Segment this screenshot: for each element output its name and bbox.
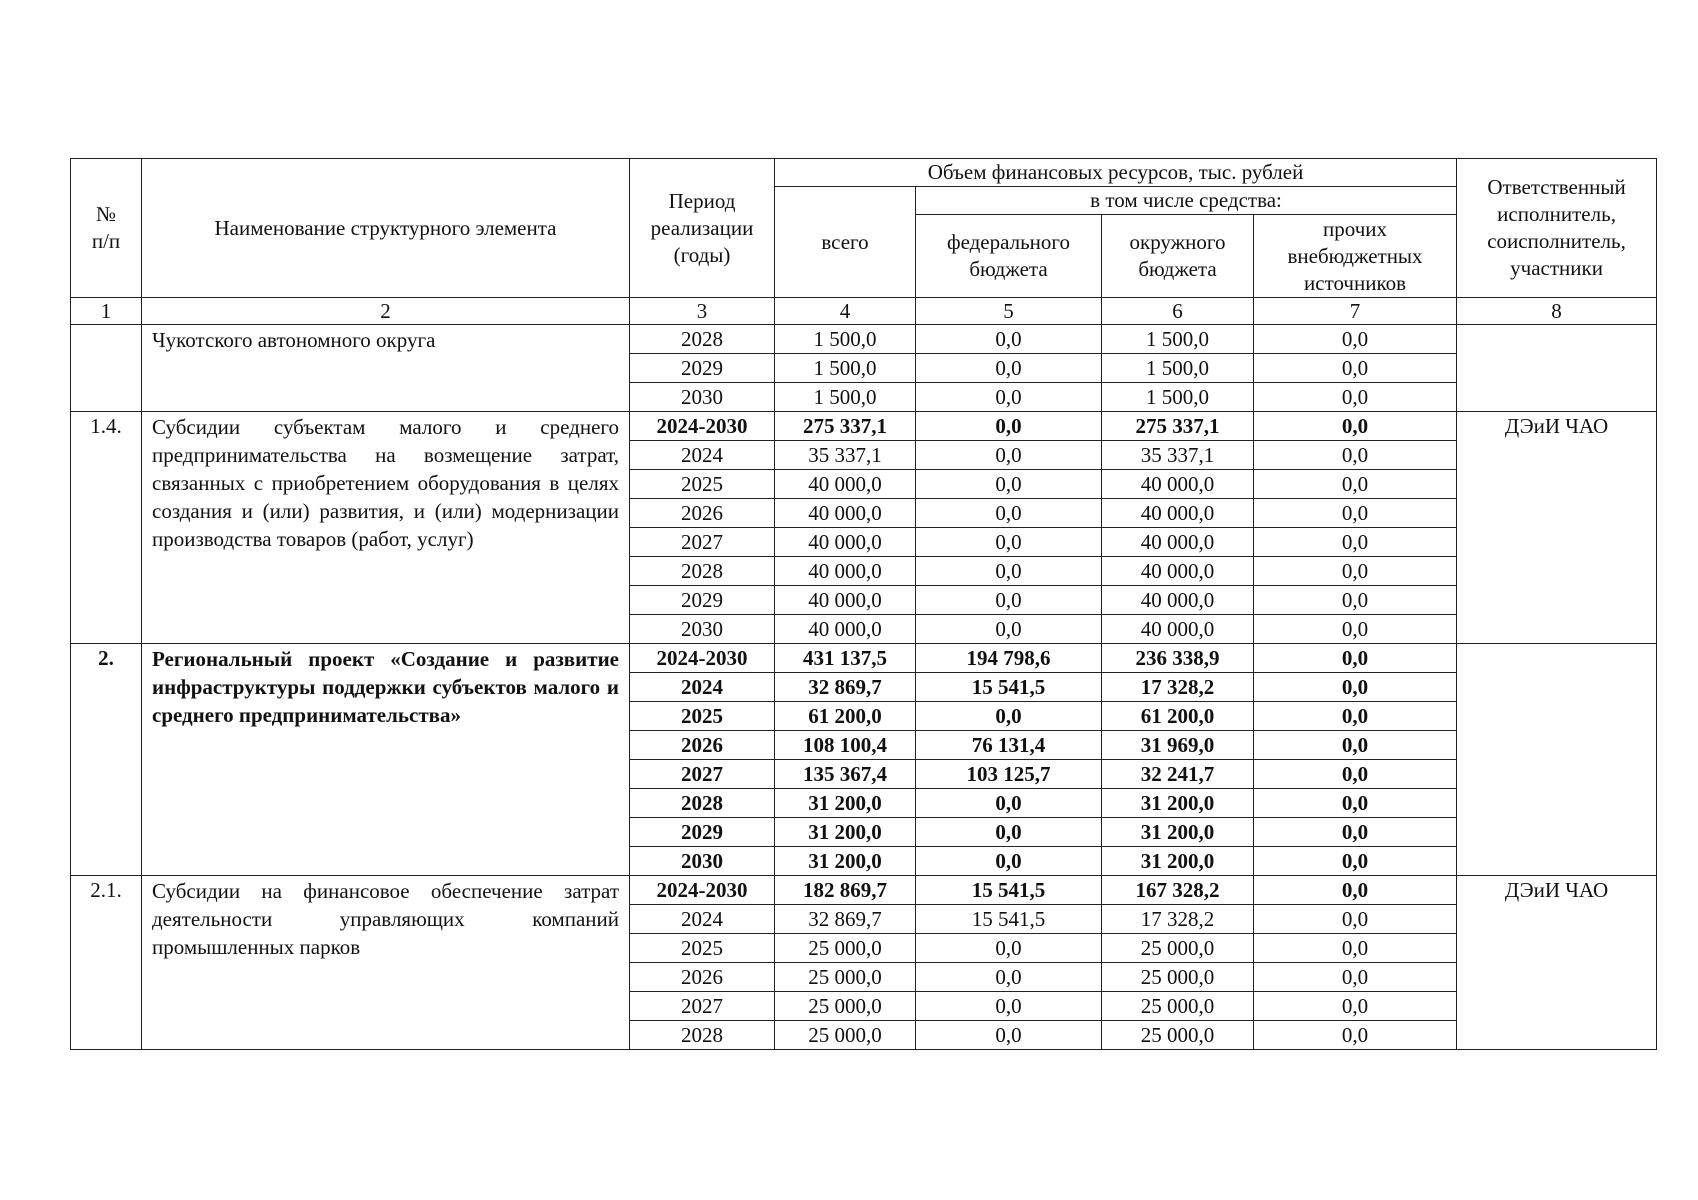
federal-cell: 0,0 — [916, 586, 1102, 615]
header-federal: федерального бюджета — [916, 215, 1102, 298]
other-cell: 0,0 — [1254, 789, 1457, 818]
element-name: Региональный проект «Создание и развитие инфраструктуры поддержки субъектов малого и среднего предпринимательства» — [142, 644, 630, 876]
other-cell: 0,0 — [1254, 1021, 1457, 1050]
other-cell: 0,0 — [1254, 644, 1457, 673]
other-cell: 0,0 — [1254, 383, 1457, 412]
period-cell: 2024 — [630, 673, 775, 702]
other-cell: 0,0 — [1254, 557, 1457, 586]
regional-cell: 31 969,0 — [1102, 731, 1254, 760]
period-cell: 2027 — [630, 760, 775, 789]
regional-cell: 40 000,0 — [1102, 557, 1254, 586]
regional-cell: 40 000,0 — [1102, 470, 1254, 499]
regional-cell: 40 000,0 — [1102, 528, 1254, 557]
total-cell: 1 500,0 — [775, 354, 916, 383]
col-index: 2 — [142, 298, 630, 325]
period-cell: 2030 — [630, 383, 775, 412]
regional-cell: 32 241,7 — [1102, 760, 1254, 789]
executor-cell: ДЭиИ ЧАО — [1457, 412, 1657, 644]
header-incl: в том числе средства: — [916, 187, 1457, 215]
other-cell: 0,0 — [1254, 818, 1457, 847]
federal-cell: 0,0 — [916, 470, 1102, 499]
regional-cell: 31 200,0 — [1102, 847, 1254, 876]
col-index: 4 — [775, 298, 916, 325]
period-cell: 2029 — [630, 354, 775, 383]
table-body — [71, 298, 1657, 1050]
period-cell: 2028 — [630, 789, 775, 818]
executor-cell: ДЭиИ ЧАО — [1457, 876, 1657, 1050]
period-cell: 2024-2030 — [630, 412, 775, 441]
federal-cell: 0,0 — [916, 499, 1102, 528]
col-index: 8 — [1457, 298, 1657, 325]
regional-cell: 40 000,0 — [1102, 615, 1254, 644]
table-row — [71, 325, 1657, 354]
total-cell: 108 100,4 — [775, 731, 916, 760]
header-volume: Объем финансовых ресурсов, тыс. рублей — [775, 159, 1457, 187]
other-cell: 0,0 — [1254, 441, 1457, 470]
period-cell: 2028 — [630, 1021, 775, 1050]
other-cell: 0,0 — [1254, 760, 1457, 789]
col-index: 7 — [1254, 298, 1457, 325]
other-cell: 0,0 — [1254, 499, 1457, 528]
executor-cell — [1457, 325, 1657, 412]
total-cell: 1 500,0 — [775, 383, 916, 412]
header-period: Период реализации (годы) — [630, 159, 775, 298]
period-cell: 2024-2030 — [630, 876, 775, 905]
other-cell: 0,0 — [1254, 731, 1457, 760]
total-cell: 35 337,1 — [775, 441, 916, 470]
total-cell: 31 200,0 — [775, 847, 916, 876]
period-cell: 2025 — [630, 702, 775, 731]
total-cell: 32 869,7 — [775, 905, 916, 934]
federal-cell: 0,0 — [916, 1021, 1102, 1050]
total-cell: 40 000,0 — [775, 470, 916, 499]
total-cell: 40 000,0 — [775, 557, 916, 586]
federal-cell: 15 541,5 — [916, 673, 1102, 702]
regional-cell: 275 337,1 — [1102, 412, 1254, 441]
other-cell: 0,0 — [1254, 412, 1457, 441]
federal-cell: 76 131,4 — [916, 731, 1102, 760]
period-cell: 2024-2030 — [630, 644, 775, 673]
header-other: прочих внебюджетных источников — [1254, 215, 1457, 298]
federal-cell: 0,0 — [916, 325, 1102, 354]
federal-cell: 15 541,5 — [916, 905, 1102, 934]
federal-cell: 194 798,6 — [916, 644, 1102, 673]
regional-cell: 1 500,0 — [1102, 354, 1254, 383]
federal-cell: 0,0 — [916, 992, 1102, 1021]
regional-cell: 40 000,0 — [1102, 586, 1254, 615]
element-name: Субсидии на финансовое обеспечение затрат деятельности управляющих компаний промышленных парков — [142, 876, 630, 1050]
total-cell: 25 000,0 — [775, 1021, 916, 1050]
row-number: 2.1. — [71, 876, 142, 1050]
period-cell: 2025 — [630, 934, 775, 963]
federal-cell: 0,0 — [916, 934, 1102, 963]
federal-cell: 0,0 — [916, 615, 1102, 644]
other-cell: 0,0 — [1254, 470, 1457, 499]
header-executor: Ответственный исполнитель, соисполнитель, участники — [1457, 159, 1657, 298]
regional-cell: 31 200,0 — [1102, 818, 1254, 847]
other-cell: 0,0 — [1254, 615, 1457, 644]
header-total: всего — [775, 187, 916, 298]
col-index: 3 — [630, 298, 775, 325]
federal-cell: 0,0 — [916, 441, 1102, 470]
header-name: Наименование структурного элемента — [142, 159, 630, 298]
total-cell: 25 000,0 — [775, 992, 916, 1021]
regional-cell: 167 328,2 — [1102, 876, 1254, 905]
table-header — [71, 159, 1657, 298]
other-cell: 0,0 — [1254, 934, 1457, 963]
period-cell: 2024 — [630, 905, 775, 934]
total-cell: 40 000,0 — [775, 499, 916, 528]
federal-cell: 0,0 — [916, 818, 1102, 847]
period-cell: 2026 — [630, 499, 775, 528]
total-cell: 135 367,4 — [775, 760, 916, 789]
total-cell: 40 000,0 — [775, 615, 916, 644]
federal-cell: 15 541,5 — [916, 876, 1102, 905]
regional-cell: 61 200,0 — [1102, 702, 1254, 731]
total-cell: 275 337,1 — [775, 412, 916, 441]
header-num: № п/п — [71, 159, 142, 298]
financing-table — [70, 158, 1657, 1050]
table-row — [71, 876, 1657, 905]
regional-cell: 35 337,1 — [1102, 441, 1254, 470]
other-cell: 0,0 — [1254, 325, 1457, 354]
other-cell: 0,0 — [1254, 354, 1457, 383]
federal-cell: 0,0 — [916, 963, 1102, 992]
period-cell: 2026 — [630, 963, 775, 992]
federal-cell: 103 125,7 — [916, 760, 1102, 789]
other-cell: 0,0 — [1254, 963, 1457, 992]
federal-cell: 0,0 — [916, 354, 1102, 383]
federal-cell: 0,0 — [916, 702, 1102, 731]
total-cell: 431 137,5 — [775, 644, 916, 673]
regional-cell: 25 000,0 — [1102, 992, 1254, 1021]
executor-cell — [1457, 644, 1657, 876]
period-cell: 2026 — [630, 731, 775, 760]
total-cell: 25 000,0 — [775, 934, 916, 963]
period-cell: 2030 — [630, 847, 775, 876]
regional-cell: 31 200,0 — [1102, 789, 1254, 818]
regional-cell: 1 500,0 — [1102, 383, 1254, 412]
other-cell: 0,0 — [1254, 905, 1457, 934]
federal-cell: 0,0 — [916, 557, 1102, 586]
regional-cell: 17 328,2 — [1102, 905, 1254, 934]
col-index: 5 — [916, 298, 1102, 325]
regional-cell: 1 500,0 — [1102, 325, 1254, 354]
other-cell: 0,0 — [1254, 586, 1457, 615]
total-cell: 182 869,7 — [775, 876, 916, 905]
total-cell: 25 000,0 — [775, 963, 916, 992]
period-cell: 2029 — [630, 586, 775, 615]
period-cell: 2027 — [630, 528, 775, 557]
regional-cell: 236 338,9 — [1102, 644, 1254, 673]
other-cell: 0,0 — [1254, 702, 1457, 731]
col-index: 1 — [71, 298, 142, 325]
period-cell: 2024 — [630, 441, 775, 470]
header-regional: окружного бюджета — [1102, 215, 1254, 298]
other-cell: 0,0 — [1254, 876, 1457, 905]
other-cell: 0,0 — [1254, 992, 1457, 1021]
col-index: 6 — [1102, 298, 1254, 325]
period-cell: 2028 — [630, 557, 775, 586]
regional-cell: 25 000,0 — [1102, 934, 1254, 963]
period-cell: 2027 — [630, 992, 775, 1021]
total-cell: 31 200,0 — [775, 818, 916, 847]
row-number — [71, 325, 142, 412]
other-cell: 0,0 — [1254, 528, 1457, 557]
federal-cell: 0,0 — [916, 412, 1102, 441]
federal-cell: 0,0 — [916, 789, 1102, 818]
regional-cell: 25 000,0 — [1102, 1021, 1254, 1050]
other-cell: 0,0 — [1254, 847, 1457, 876]
row-number: 1.4. — [71, 412, 142, 644]
regional-cell: 17 328,2 — [1102, 673, 1254, 702]
total-cell: 61 200,0 — [775, 702, 916, 731]
period-cell: 2030 — [630, 615, 775, 644]
element-name: Субсидии субъектам малого и среднего предпринимательства на возмещение затрат, связанных с приобретением оборудования в целях создания и (или) развития, и (или) модернизации производства товаров (работ, услуг) — [142, 412, 630, 644]
period-cell: 2025 — [630, 470, 775, 499]
federal-cell: 0,0 — [916, 847, 1102, 876]
total-cell: 40 000,0 — [775, 528, 916, 557]
period-cell: 2028 — [630, 325, 775, 354]
federal-cell: 0,0 — [916, 383, 1102, 412]
period-cell: 2029 — [630, 818, 775, 847]
other-cell: 0,0 — [1254, 673, 1457, 702]
row-number: 2. — [71, 644, 142, 876]
column-index-row — [71, 298, 1657, 325]
regional-cell: 25 000,0 — [1102, 963, 1254, 992]
table-row — [71, 412, 1657, 441]
element-name: Чукотского автономного округа — [142, 325, 630, 412]
total-cell: 31 200,0 — [775, 789, 916, 818]
total-cell: 32 869,7 — [775, 673, 916, 702]
table-row — [71, 644, 1657, 673]
regional-cell: 40 000,0 — [1102, 499, 1254, 528]
total-cell: 40 000,0 — [775, 586, 916, 615]
total-cell: 1 500,0 — [775, 325, 916, 354]
federal-cell: 0,0 — [916, 528, 1102, 557]
